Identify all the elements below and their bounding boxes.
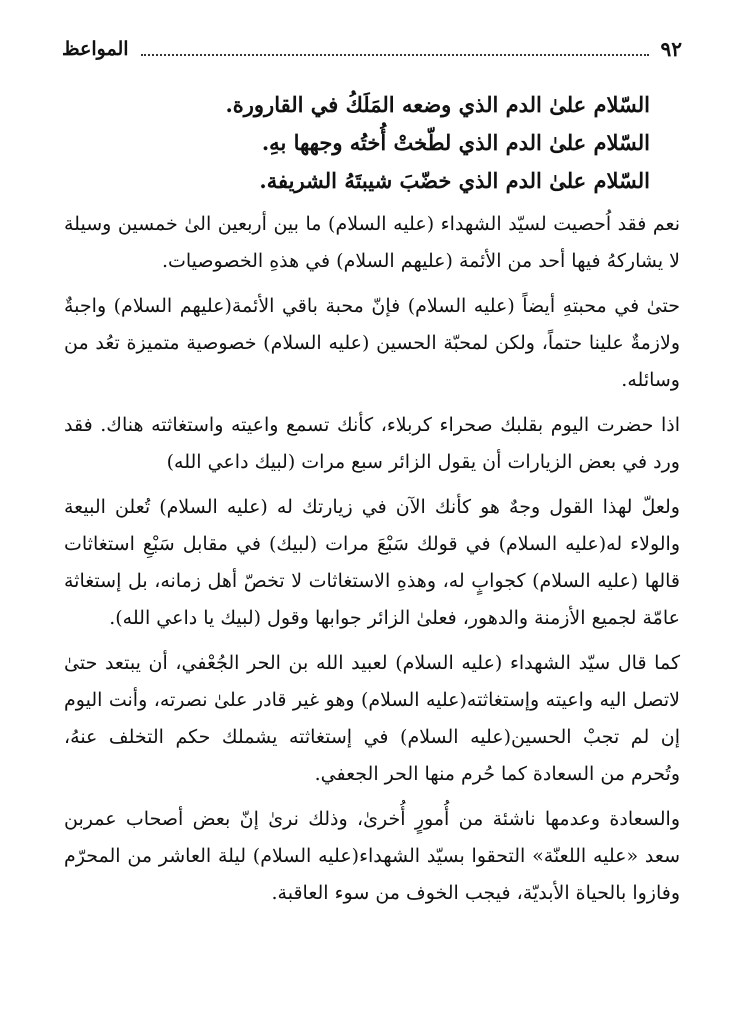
spacer [64,793,680,801]
spacer [64,399,680,407]
salam-line: السّلام علىٰ الدم الذي وضعه المَلَكُ في القارورة. [225,92,650,117]
paragraph: نعم فقد اُحصيت لسيّد الشهداء (عليه السلام) ما بين أربعين الىٰ خمسين وسيلة لا يشاركهُ فيها أحد من الأئمة (عليهم السلام) في هذهِ الخصوصيات. [64,213,680,272]
dotted-leader [141,54,649,56]
paragraph: والسعادة وعدمها ناشئة من أُمورٍ أُخرىٰ، وذلك نرىٰ إنّ بعض أصحاب عمربن سعد «عليه اللعنّة» التحقوا بسيّد الشهداء(عليه السلام) ليلة العاشر من المحرّم وفازوا بالحياة الأبديّة، فيجب الخوف من سوء العاقبة. [64,808,680,904]
book-title: المواعظ [62,38,129,60]
spacer [64,637,680,645]
paragraph: حتىٰ في محبتهِ أيضاً (عليه السلام) فإنّ محبة باقي الأئمة(عليهم السلام) واجبةٌ ولازمةٌ علينا حتماً، ولكن لمحبّة الحسين (عليه السلام) خصوصية متميزة تعُد من وسائله. [64,295,680,391]
paragraph: اذا حضرت اليوم بقلبك صحراء كربلاء، كأنك تسمع واعيته واستغاثته هناك. فقد ورد في بعض الزيارات أن يقول الزائر سبع مرات (لبيك داعي الله) [64,414,680,473]
paragraph: ولعلّ لهذا القول وجهٌ هو كأنك الآن في زيارتك له (عليه السلام) تُعلن البيعة والولاء له(عليه السلام) في قولك سَبْعَ مرات (لبيك) في مقابل سَبْعِ استغاثات قالها (عليه السلام) كجوابٍ له، وهذهِ الاستغاثات لا تخصّ أهل زمانه، بل إستغاثة عامّة لجميع الأزمنة والدهور، فعلىٰ الزائر جوابها وقول (لبيك يا داعي الله). [64,496,680,629]
salam-line: السّلام علىٰ الدم الذي لطّختْ أُختُه وجهها بهِ. [261,130,650,155]
page-number: ٩٢ [660,37,682,61]
salam-block [64,86,680,200]
paragraph: كما قال سيّد الشهداء (عليه السلام) لعبيد الله بن الحر الجُعْفي، أن يبتعد حتىٰ لاتصل اليه واعيته وإستغاثته(عليه السلام) وهو غير قادر علىٰ نصرته، وأنت اليوم إن لم تجبْ الحسين(عليه السلام) في إستغاثته يشملك حكم التخلف عنهُ، وتُحرم من السعادة كما حُرم منها الحر الجعفي. [64,652,680,785]
page-content [64,86,680,912]
spacer [64,280,680,288]
spacer [64,481,680,489]
running-header [62,34,682,64]
salam-line: السّلام علىٰ الدم الذي خضّبَ شيبتَهُ الشريفة. [259,168,650,193]
